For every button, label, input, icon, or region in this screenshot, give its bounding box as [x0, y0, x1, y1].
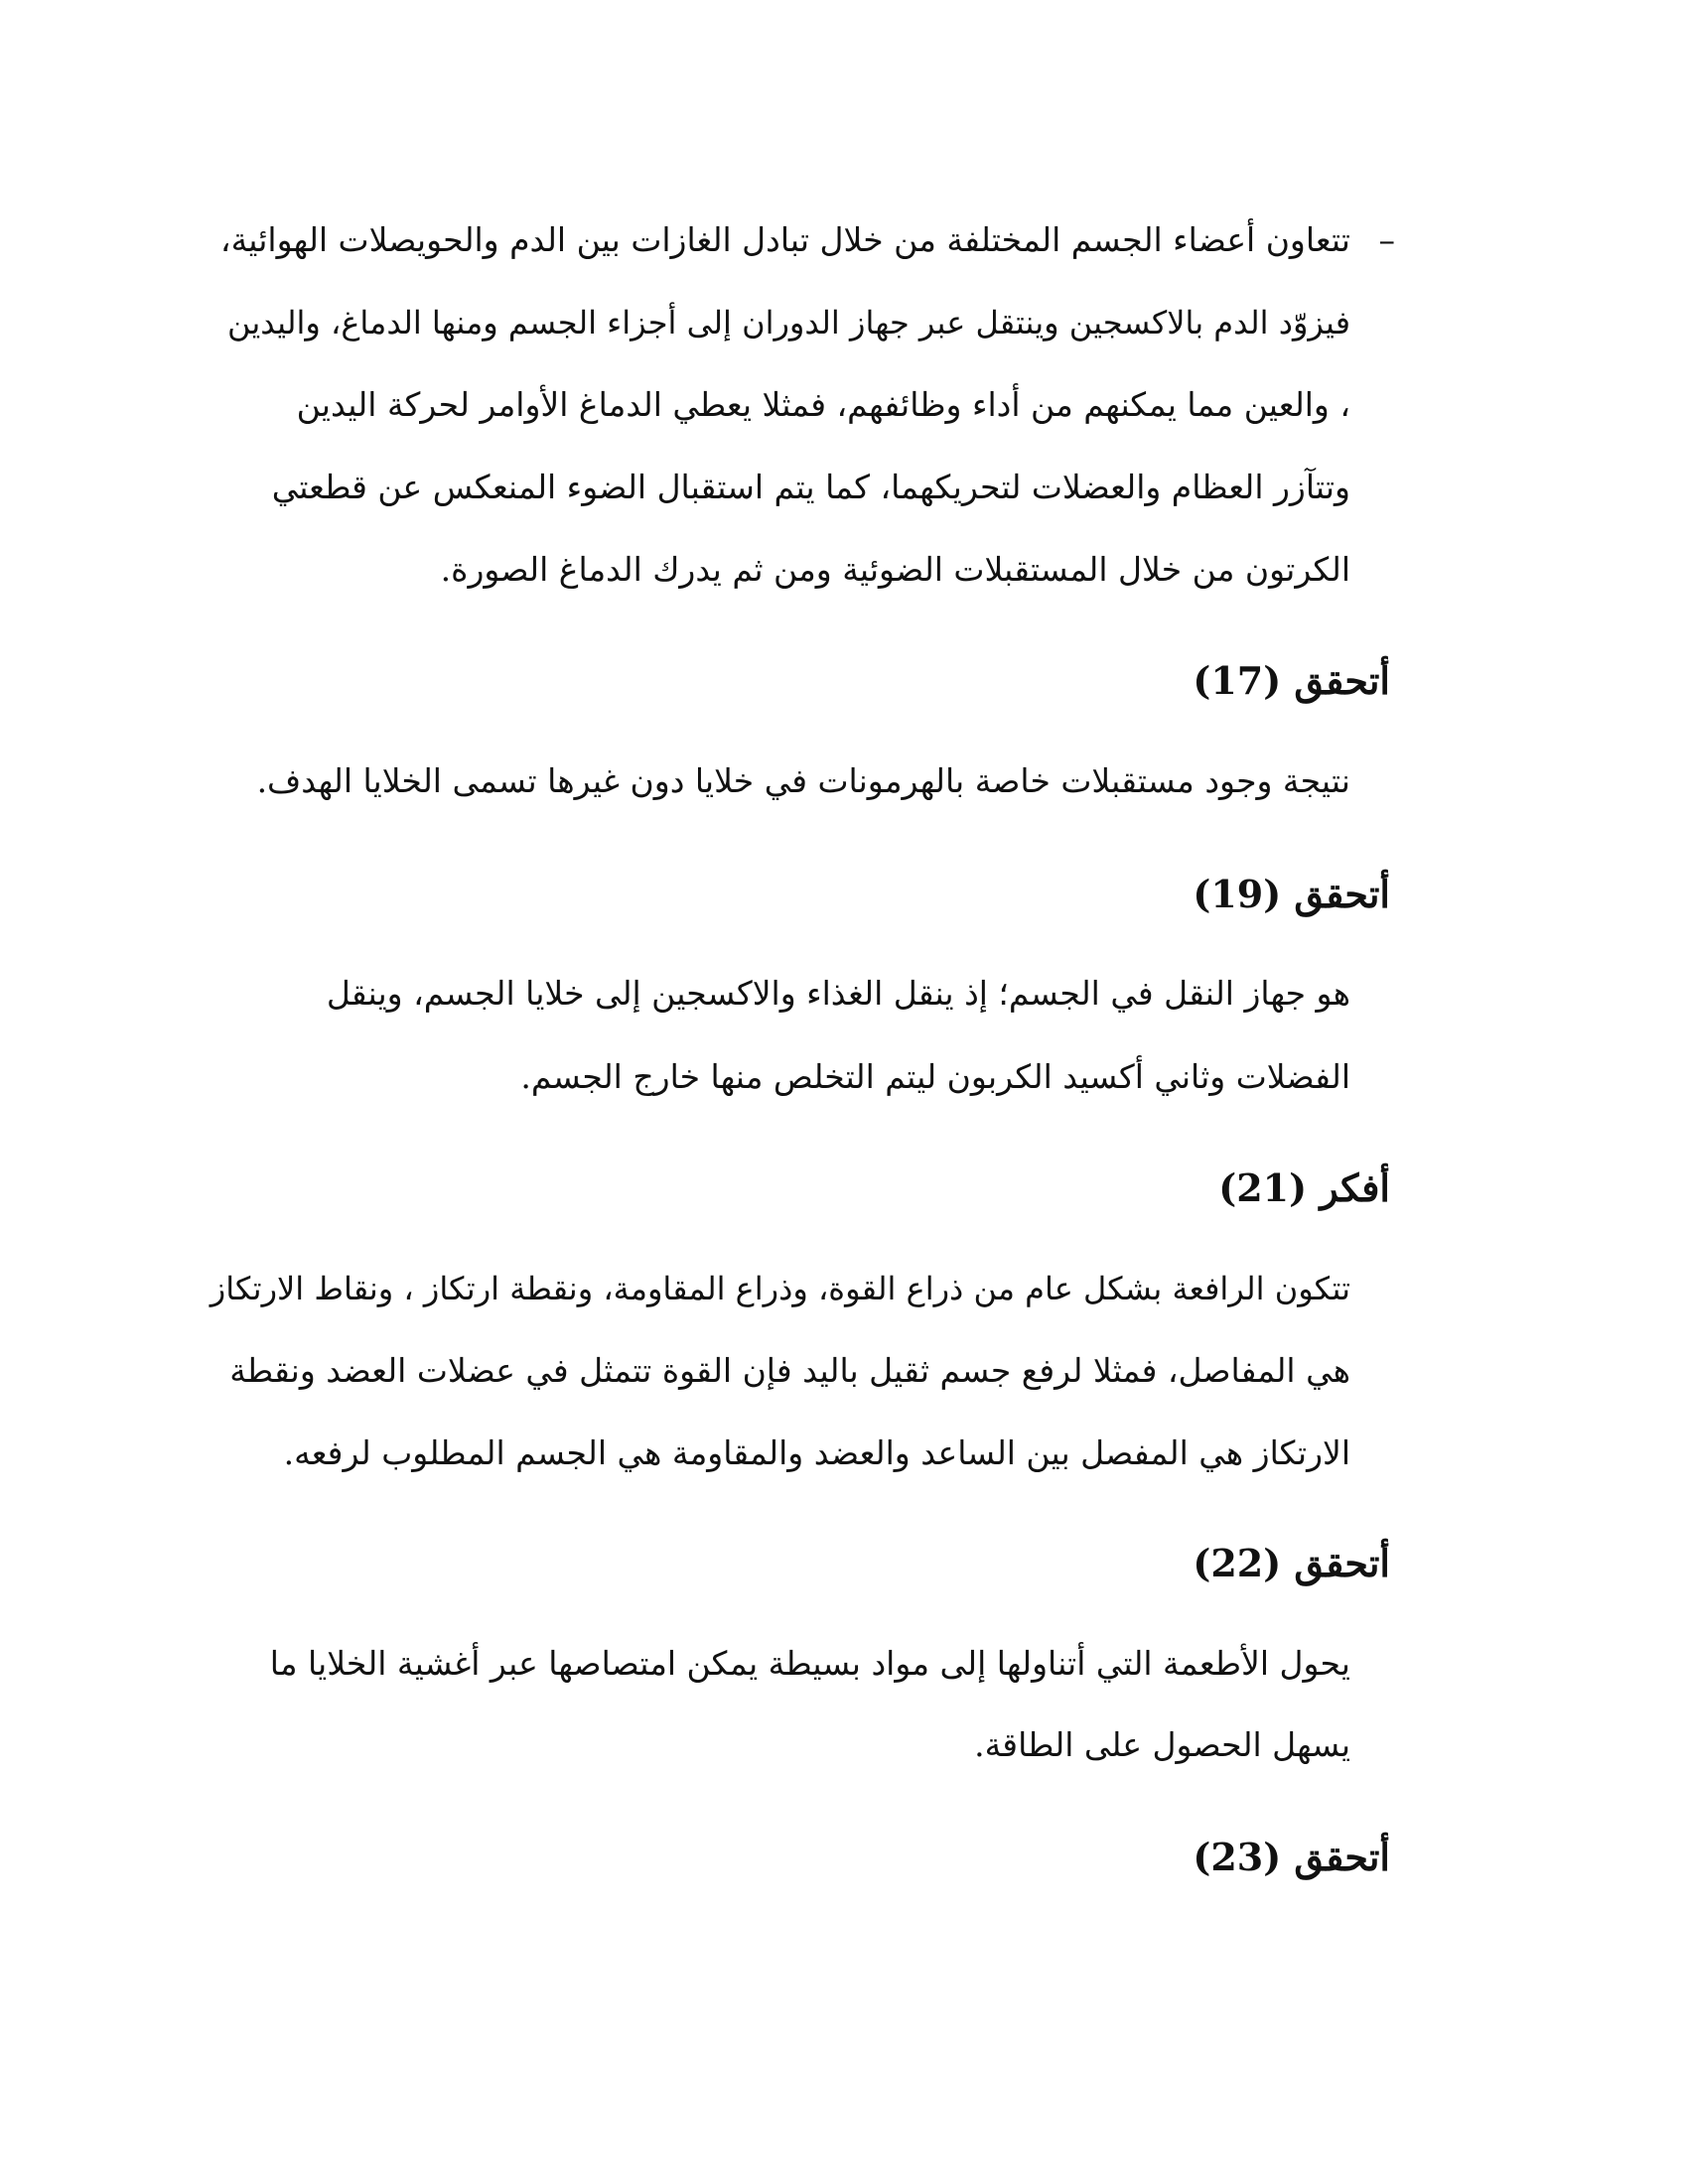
paragraph-line: وتتآزر العظام والعضلات لتحريكهما، كما يتم استقبال الضوء المنعكس عن قطعتي [271, 468, 1350, 506]
paragraph-line: فيزوّد الدم بالاكسجين وينتقل عبر جهاز الدوران إلى أجزاء الجسم ومنها الدماغ، واليدين [227, 304, 1350, 341]
section-heading: أفكر (21) [1218, 1165, 1390, 1210]
paragraph-line: الارتكاز هي المفصل بين الساعد والعضد والمقاومة هي الجسم المطلوب لرفعه. [283, 1433, 1350, 1472]
paragraph-line: يحول الأطعمة التي أتناولها إلى مواد بسيطة يمكن امتصاصها عبر أغشية الخلايا ما [269, 1644, 1350, 1683]
paragraph-line: هو جهاز النقل في الجسم؛ إذ ينقل الغذاء والاكسجين إلى خلايا الجسم، وينقل [326, 974, 1350, 1013]
section-heading: أتحقق (23) [1193, 1835, 1390, 1879]
paragraph-line: يسهل الحصول على الطاقة. [974, 1725, 1350, 1764]
section-heading: أتحقق (22) [1193, 1541, 1390, 1585]
paragraph-line: الكرتون من خلال المستقبلات الضوئية ومن ثم يدرك الدماغ الصورة. [440, 550, 1350, 589]
paragraph-line: تتعاون أعضاء الجسم المختلفة من خلال تبادل الغازات بين الدم والحويصلات الهوائية، [219, 220, 1350, 259]
bullet-dash: – [1378, 220, 1395, 259]
paragraph-line: الفضلات وثاني أكسيد الكربون ليتم التخلص منها خارج الجسم. [520, 1057, 1350, 1096]
section-heading: أتحقق (17) [1193, 658, 1390, 703]
paragraph-line: تتكون الرافعة بشكل عام من ذراع القوة، وذراع المقاومة، ونقطة ارتكاز ، ونقاط الارتكاز [210, 1270, 1350, 1307]
paragraph-line: ، والعين مما يمكنهم من أداء وظائفهم، فمثلا يعطي الدماغ الأوامر لحركة اليدين [296, 385, 1350, 424]
paragraph-line: نتيجة وجود مستقبلات خاصة بالهرمونات في خلايا دون غيرها تسمى الخلايا الهدف. [256, 761, 1350, 800]
section-heading: أتحقق (19) [1193, 872, 1390, 916]
paragraph-line: هي المفاصل، فمثلا لرفع جسم ثقيل باليد فإن القوة تتمثل في عضلات العضد ونقطة [229, 1351, 1350, 1390]
